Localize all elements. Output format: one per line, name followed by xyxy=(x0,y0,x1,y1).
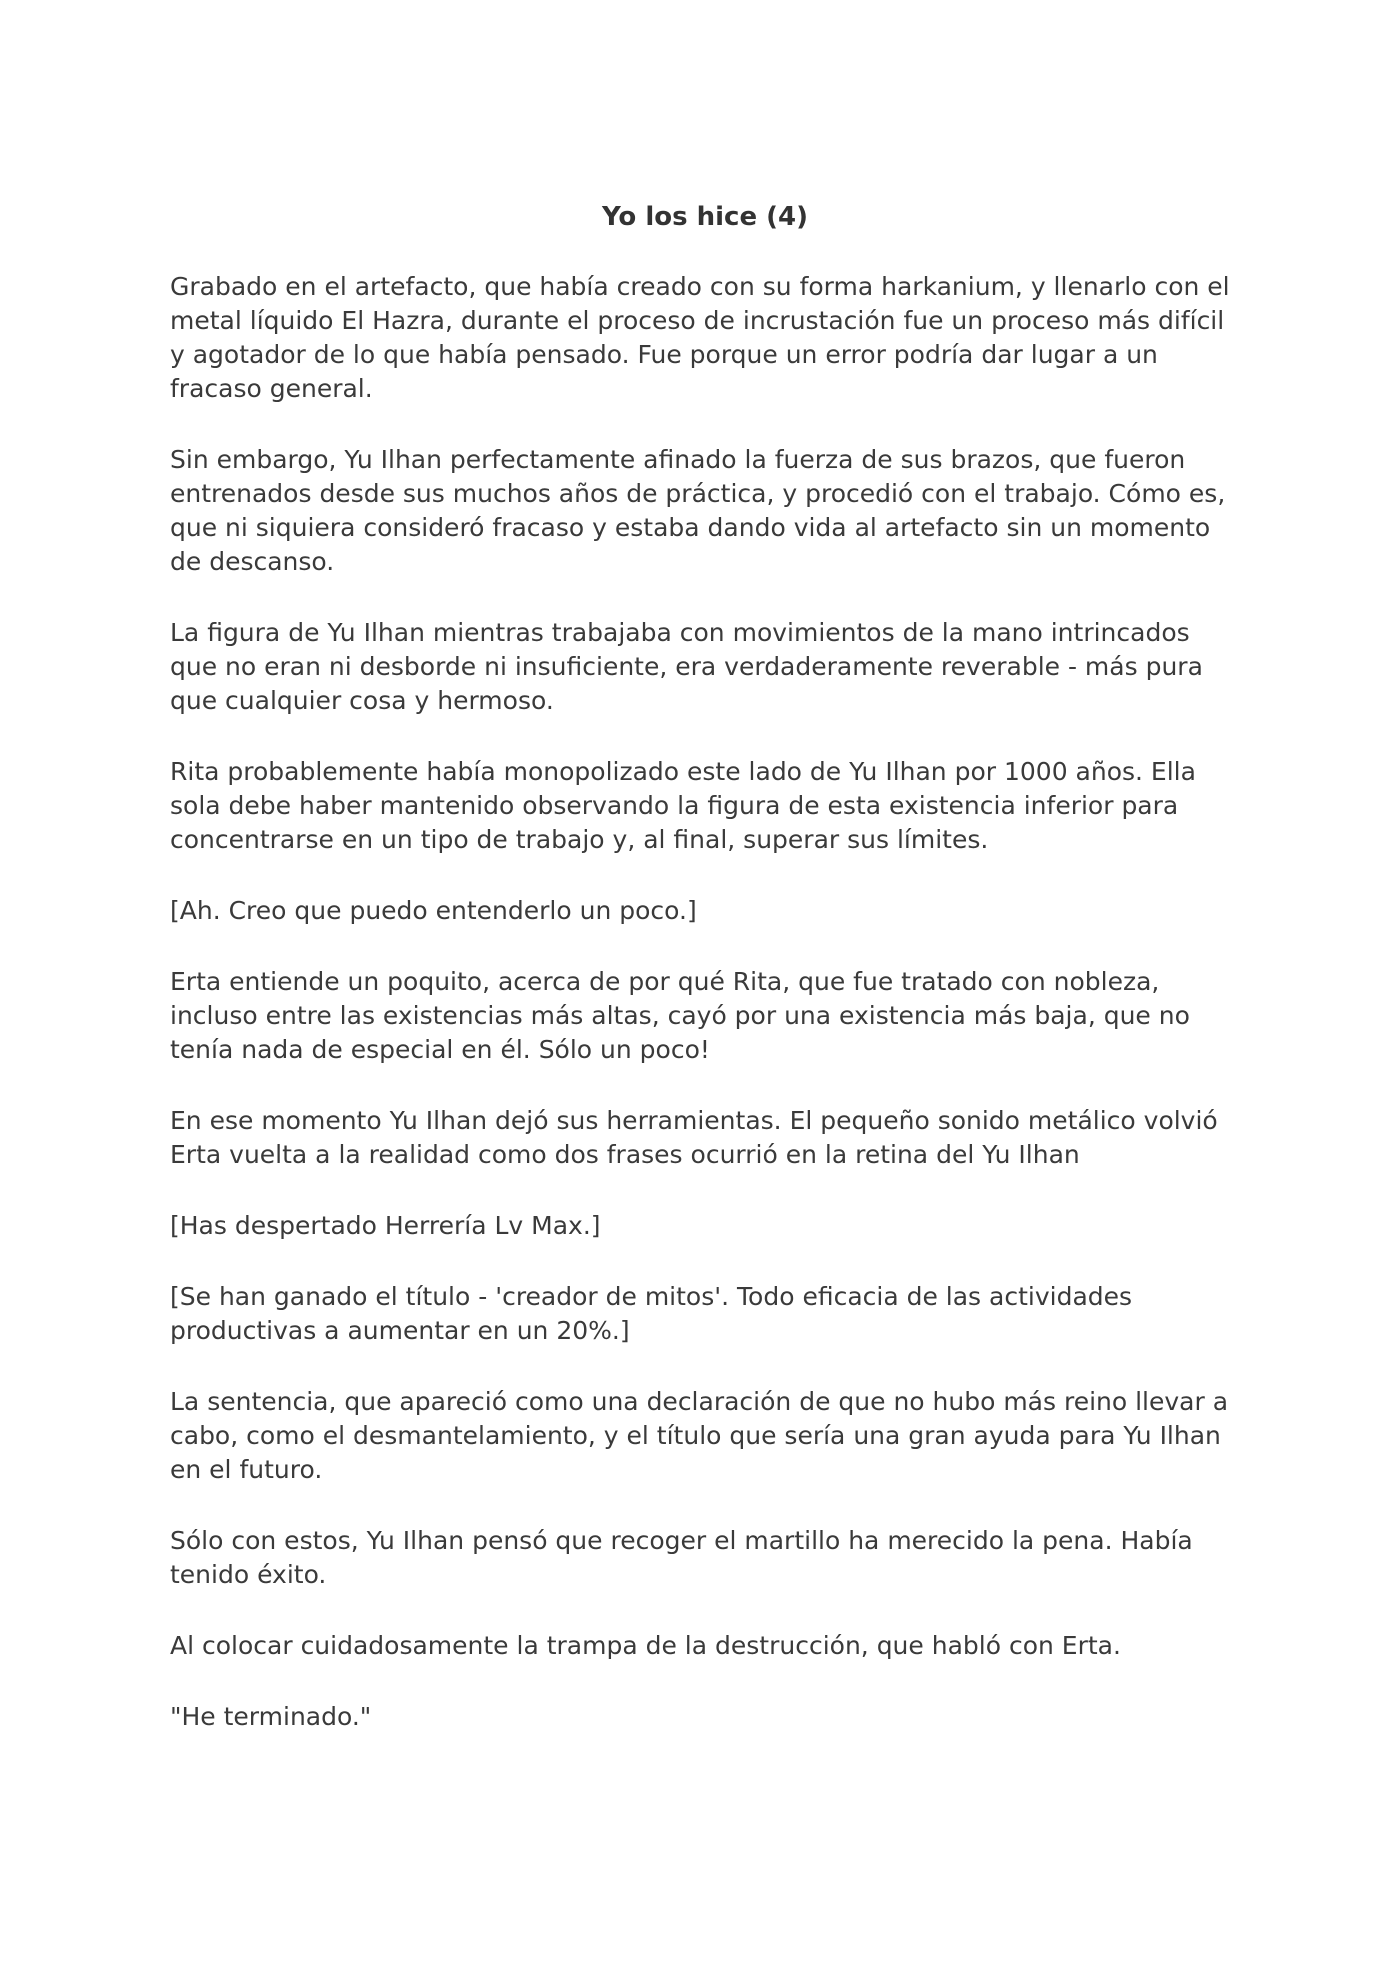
paragraph: Sólo con estos, Yu Ilhan pensó que recoger el martillo ha merecido la pena. Había tenido éxito. xyxy=(170,1526,1193,1589)
paragraph: La sentencia, que apareció como una declaración de que no hubo más reino llevar a cabo, como el desmantelamiento, y el título que sería una gran ayuda para Yu Ilhan en el futuro. xyxy=(170,1387,1229,1484)
document-page xyxy=(170,200,1240,1771)
paragraph: "He terminado." xyxy=(170,1702,372,1731)
paragraph: Sin embargo, Yu Ilhan perfectamente afinado la fuerza de sus brazos, que fueron entrenados desde sus muchos años de práctica, y procedió con el trabajo. Cómo es, que ni siquiera consideró fracaso y estaba dando vida al artefacto sin un momento de descanso. xyxy=(170,445,1226,576)
paragraph: Al colocar cuidadosamente la trampa de la destrucción, que habló con Erta. xyxy=(170,1631,1121,1660)
paragraph: Erta entiende un poquito, acerca de por qué Rita, que fue tratado con nobleza, incluso entre las existencias más altas, cayó por una existencia más baja, que no tenía nada de especial en él. Sólo un poco! xyxy=(170,967,1190,1064)
paragraph: [Ah. Creo que puedo entenderlo un poco.] xyxy=(170,896,697,925)
chapter-title: Yo los hice (4) xyxy=(601,202,809,232)
paragraph: La figura de Yu Ilhan mientras trabajaba con movimientos de la mano intrincados que no eran ni desborde ni insuficiente, era verdaderamente reverable - más pura que cualquier cosa y hermoso. xyxy=(170,618,1203,715)
paragraph: Grabado en el artefacto, que había creado con su forma harkanium, y llenarlo con el metal líquido El Hazra, durante el proceso de incrustación fue un proceso más difícil y agotador de lo que había pensado. Fue porque un error podría dar lugar a un fracaso general. xyxy=(170,272,1230,403)
paragraph: Rita probablemente había monopolizado este lado de Yu Ilhan por 1000 años. Ella sola debe haber mantenido observando la figura de esta existencia inferior para concentrarse en un tipo de trabajo y, al final, superar sus límites. xyxy=(170,757,1196,854)
paragraph: [Se han ganado el título - 'creador de mitos'. Todo eficacia de las actividades productivas a aumentar en un 20%.] xyxy=(170,1282,1133,1345)
paragraph: En ese momento Yu Ilhan dejó sus herramientas. El pequeño sonido metálico volvió Erta vuelta a la realidad como dos frases ocurrió en la retina del Yu Ilhan xyxy=(170,1106,1218,1169)
paragraph: [Has despertado Herrería Lv Max.] xyxy=(170,1211,601,1240)
